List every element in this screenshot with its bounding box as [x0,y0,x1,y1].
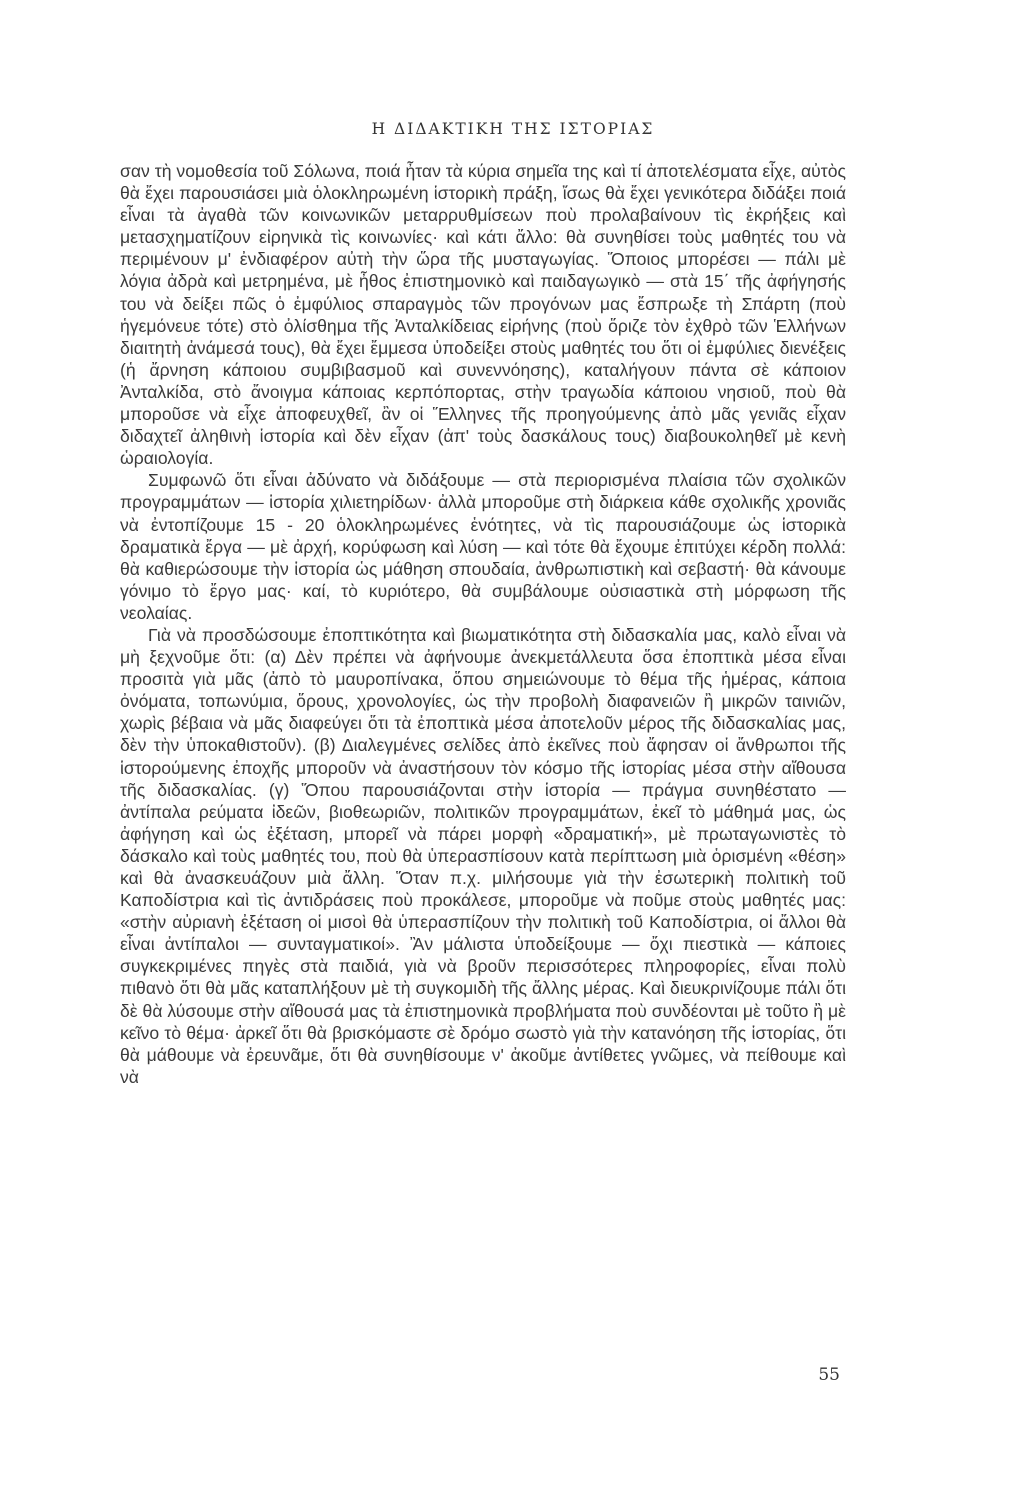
paragraph-2: Συμφωνῶ ὅτι εἶναι ἀδύνατο νὰ διδάξουμε — στὰ περιορισμένα πλαίσια τῶν σχολικῶν προγραμμάτων — ἱστορία χιλιετηρίδων· ἀλλὰ μποροῦμε στὴ διάρκεια κάθε σχολικῆς χρονιᾶς νὰ ἐντοπίζουμε 15 - 20 ὁλοκληρωμένες ἑνότητες, νὰ τὶς παρουσιάζουμε ὡς ἱστορικὰ δραματικὰ ἔργα — μὲ ἀρχή, κορύφωση καὶ λύση — καὶ τότε θὰ ἔχουμε ἐπιτύχει κέρδη πολλά: θὰ καθιερώσουμε τὴν ἱστορία ὡς μάθηση σπουδαία, ἀνθρωπιστικὴ καὶ σεβαστή· θὰ κάνουμε γόνιμο τὸ ἔργο μας· καί, τὸ κυριότερο, θὰ συμβάλουμε οὐσιαστικὰ στὴ μόρφωση τῆς νεολαίας. [120,470,846,623]
paragraph-1: σαν τὴ νομοθεσία τοῦ Σόλωνα, ποιά ἦταν τὰ κύρια σημεῖα της καὶ τί ἀποτελέσματα εἶχε, αὐτὸς θὰ ἔχει παρουσιάσει μιὰ ὁλοκληρωμένη ἱστορικὴ πράξη, ἴσως θὰ ἔχει γενικότερα διδάξει ποιά εἶναι τὰ ἀγαθὰ τῶν κοινωνικῶν μεταρρυθμίσεων ποὺ προλαβαίνουν τὶς ἐκρήξεις καὶ μετασχηματίζουν εἰρηνικὰ τὶς κοινωνίες· καὶ κάτι ἄλλο: θὰ συνηθίσει τοὺς μαθητές του νὰ περιμένουν μ' ἐνδιαφέρον αὐτὴ τὴν ὥρα τῆς μυσταγωγίας. Ὅποιος μπορέσει — πάλι μὲ λόγια ἀδρὰ καὶ μετρημένα, μὲ ἦθος ἐπιστημονικὸ καὶ παιδαγωγικὸ — στὰ 15΄ τῆς ἀφήγησής του νὰ δείξει πῶς ὁ ἐμφύλιος σπαραγμὸς τῶν προγόνων μας ἔσπρωξε τὴ Σπάρτη (ποὺ ἡγεμόνευε τότε) στὸ ὀλίσθημα τῆς Ἀνταλκίδειας εἰρήνης (ποὺ ὅριζε τὸν ἐχθρὸ τῶν Ἑλλήνων διαιτητὴ ἀνάμεσά τους), θὰ ἔχει ἔμμεσα ὑποδείξει στοὺς μαθητές του ὅτι οἱ ἐμφύλιες διενέξεις (ἡ ἄρνηση κάποιου συμβιβασμοῦ καὶ συνεννόησης), καταλήγουν πάντα σὲ κάποιον Ἀνταλκίδα, στὸ ἄνοιγμα κάποιας κερπόπορτας, στὴν τραγωδία κάποιου νησιοῦ, ποὺ θὰ μποροῦσε νὰ εἶχε ἀποφευχθεῖ, ἂν οἱ Ἕλληνες τῆς προηγούμενης ἀπὸ μᾶς γενιᾶς εἶχαν διδαχτεῖ ἀληθινὴ ἱστορία καὶ δὲν εἶχαν (ἀπ' τοὺς δασκάλους τους) διαβουκοληθεῖ μὲ κενὴ ὡραιολογία. [120,161,846,469]
running-title: Η ΔΙΔΑΚΤΙΚΗ ΤΗΣ ΙΣΤΟΡΙΑΣ [371,120,655,138]
paragraph-3: Γιὰ νὰ προσδώσουμε ἐποπτικότητα καὶ βιωματικότητα στὴ διδασκαλία μας, καλὸ εἶναι νὰ μὴ ξεχνοῦμε ὅτι: (α) Δὲν πρέπει νὰ ἀφήνουμε ἀνεκμετάλλευτα ὅσα ἐποπτικὰ μέσα εἶναι προσιτὰ γιὰ μᾶς (ἀπὸ τὸ μαυροπίνακα, ὅπου σημειώνουμε τὸ θέμα τῆς ἡμέρας, κάποια ὀνόματα, τοπωνύμια, ὅρους, χρονολογίες, ὡς τὴν προβολὴ διαφανειῶν ἢ μικρῶν ταινιῶν, χωρὶς βέβαια νὰ μᾶς διαφεύγει ὅτι τὰ ἐποπτικὰ μέσα ἀποτελοῦν μέρος τῆς διδασκαλίας μας, δὲν τὴν ὑποκαθιστοῦν). (β) Διαλεγμένες σελίδες ἀπὸ ἐκεῖνες ποὺ ἄφησαν οἱ ἄνθρωποι τῆς ἱστορούμενης ἐποχῆς μποροῦν νὰ ἀναστήσουν τὸν κόσμο τῆς ἱστορίας μέσα στὴν αἴθουσα τῆς διδασκαλίας. (γ) Ὅπου παρουσιάζονται στὴν ἱστορία — πράγμα συνηθέστατο — ἀντίπαλα ρεύματα ἰδεῶν, βιοθεωριῶν, πολιτικῶν προγραμμάτων, ἐκεῖ τὸ μάθημά μας, ὡς ἀφήγηση καὶ ὡς ἐξέταση, μπορεῖ νὰ πάρει μορφὴ «δραματική», μὲ πρωταγωνιστὲς τὸ δάσκαλο καὶ τοὺς μαθητές του, ποὺ θὰ ὑπερασπίσουν κατὰ περίπτωση μιὰ ὁρισμένη «θέση» καὶ θὰ ἀνασκευάζουν μιὰ ἄλλη. Ὅταν π.χ. μιλήσουμε γιὰ τὴν ἐσωτερικὴ πολιτικὴ τοῦ Καποδίστρια καὶ τὶς ἀντιδράσεις ποὺ προκάλεσε, μποροῦμε νὰ ποῦμε στοὺς μαθητές μας: «στὴν αὐριανὴ ἐξέταση οἱ μισοὶ θὰ ὑπερασπίζουν τὴν πολιτικὴ τοῦ Καποδίστρια, οἱ ἄλλοι θὰ εἶναι ἀντίπαλοι — συνταγματικοί». Ἂν μάλιστα ὑποδείξουμε — ὄχι πιεστικὰ — κάποιες συγκεκριμένες πηγὲς στὰ παιδιά, γιὰ νὰ βροῦν περισσότερες πληροφορίες, εἶναι πολὺ πιθανὸ ὅτι θὰ μᾶς καταπλήξουν μὲ τὴ συγκομιδὴ τῆς ἄλλης μέρας. Καὶ διευκρινίζουμε πάλι ὅτι δὲ θὰ λύσουμε στὴν αἴθουσά μας τὰ ἐπιστημονικὰ προβλήματα ποὺ συνδέονται μὲ τοῦτο ἢ μὲ κεῖνο τὸ θέμα· ἀρκεῖ ὅτι θὰ βρισκόμαστε σὲ δρόμο σωστὸ γιὰ τὴν κατανόηση τῆς ἱστορίας, ὅτι θὰ μάθουμε νὰ ἐρευνᾶμε, ὅτι θὰ συνηθίσουμε ν' ἀκοῦμε ἀντίθετες γνῶμες, νὰ πείθουμε καὶ νὰ [120,624,846,1087]
page-number: 55 [818,1365,840,1385]
body-text [120,160,846,1088]
